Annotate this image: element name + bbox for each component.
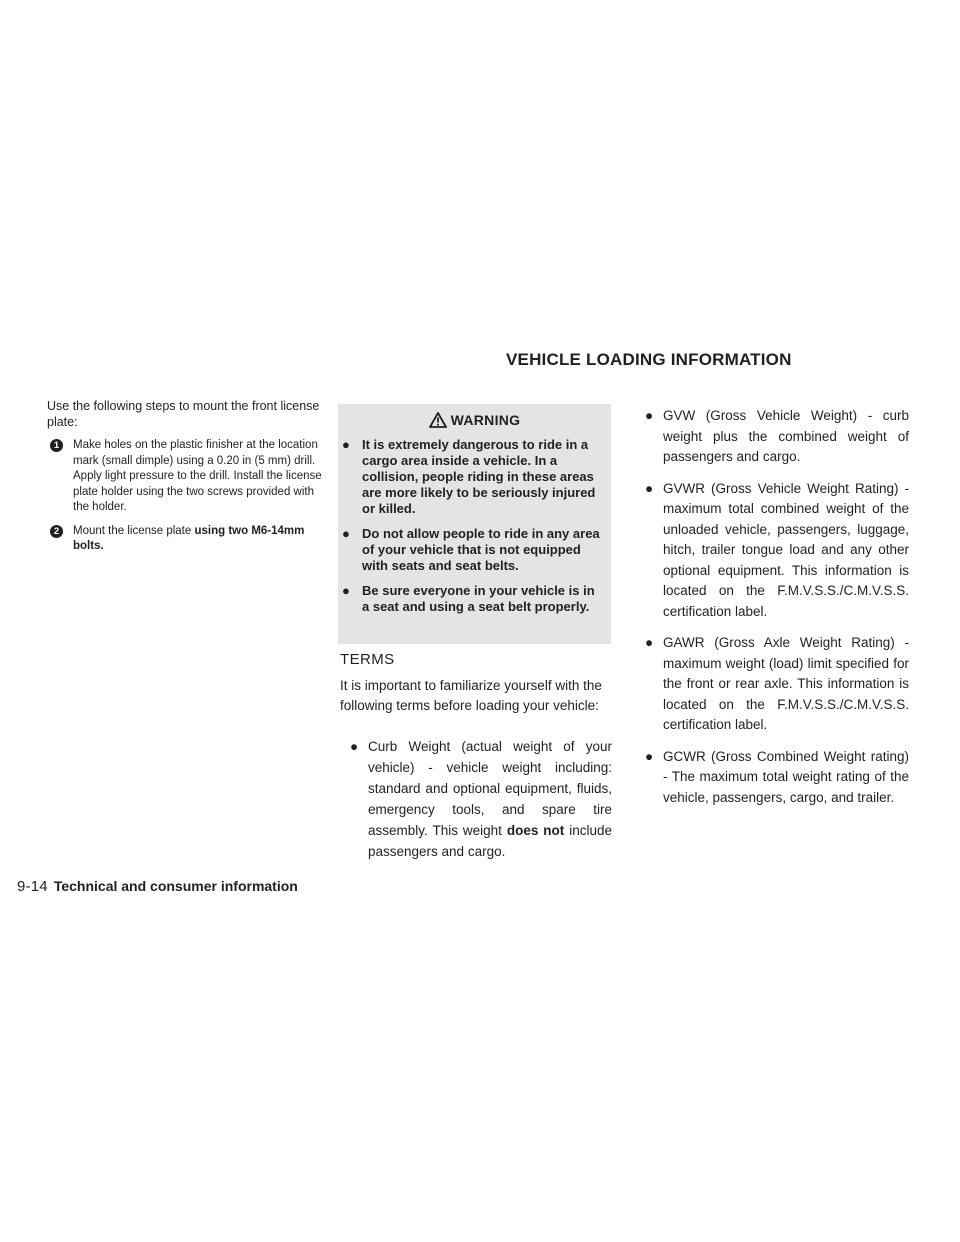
warning-box (338, 404, 611, 644)
warning-text: It is extremely dangerous to ride in a cargo area inside a vehicle. In a collision, people riding in these areas are more likely to be seriously injured or killed. (362, 437, 596, 516)
bullet-icon: ● (342, 437, 350, 452)
bullet-icon: ● (645, 408, 654, 423)
section-title: VEHICLE LOADING INFORMATION (506, 350, 792, 369)
term-item (350, 736, 612, 862)
term-text: GVWR (Gross Vehicle Weight Rating) - maximum total combined weight of the unloaded vehicle, passengers, luggage, hitch, trailer tongue load and any other optional equipment. This information is located on the F.M.V.S.S./C.M.V.S.S. certification label. (663, 480, 909, 619)
term-text-tail: include passengers and cargo. (368, 823, 612, 859)
chapter-title: Technical and consumer information (53, 878, 298, 894)
term-gvwr (645, 479, 909, 623)
page-number: 9-14 (17, 878, 48, 895)
term-text: GCWR (Gross Combined Weight rating) - The maximum total weight rating of the vehicle, passengers, cargo, and trailer. (663, 748, 909, 805)
warning-item (338, 526, 611, 574)
warning-title: WARNING (450, 412, 521, 428)
term-curb-weight (350, 736, 612, 862)
term-bold-text: does not (506, 823, 565, 838)
bullet-icon: ● (342, 583, 350, 598)
term-text: GVW (Gross Vehicle Weight) - curb weight plus the combined weight of passengers and cargo. (663, 408, 909, 464)
warning-header (338, 404, 611, 431)
step-text: Make holes on the plastic finisher at the location mark (small dimple) using a 0.20 in (5 mm) drill. Apply light pressure to the drill. Install the license plate holder using the two screws provided with the holder. (73, 439, 322, 513)
step-1 (47, 438, 329, 516)
page-footer (17, 878, 298, 895)
warning-text: Do not allow people to ride in any area of your vehicle that is not equipped with seats and seat belts. (362, 526, 600, 573)
warning-item (338, 437, 611, 517)
term-text: GAWR (Gross Axle Weight Rating) - maximum weight (load) limit specified for the front or rear axle. This information is located on the F.M.V.S.S./C.M.V.S.S. certification label. (663, 635, 909, 732)
step-text: Mount the license plate (73, 524, 195, 537)
warning-list (338, 437, 611, 615)
step-number-icon: 2 (50, 525, 63, 538)
term-text: Curb Weight (actual weight of your vehicle) - vehicle weight including: standard and optional equipment, fluids, emergency tools, and spare tire assembly. This weight (368, 739, 612, 838)
warning-text: Be sure everyone in your vehicle is in a seat and using a seat belt properly. (362, 583, 595, 614)
step-2 (47, 524, 329, 555)
term-gawr (645, 633, 909, 736)
terms-list-right (645, 406, 909, 819)
term-gcwr (645, 747, 909, 809)
terms-heading: TERMS (340, 651, 395, 668)
license-plate-instructions (47, 398, 329, 563)
bullet-icon: ● (350, 739, 359, 754)
warning-triangle-icon (429, 412, 447, 428)
term-gvw (645, 406, 909, 468)
bullet-icon: ● (645, 480, 654, 496)
terms-intro: It is important to familiarize yourself with the following terms before loading your vehicle: (340, 678, 602, 713)
warning-item (338, 583, 611, 615)
bullet-icon: ● (342, 526, 350, 541)
bullet-icon: ● (645, 748, 654, 764)
bullet-icon: ● (645, 635, 654, 650)
intro-text: Use the following steps to mount the front license plate: (47, 399, 320, 429)
step-bold-text: using two M6-14mm bolts. (73, 524, 305, 552)
step-number-icon: 1 (50, 439, 63, 452)
